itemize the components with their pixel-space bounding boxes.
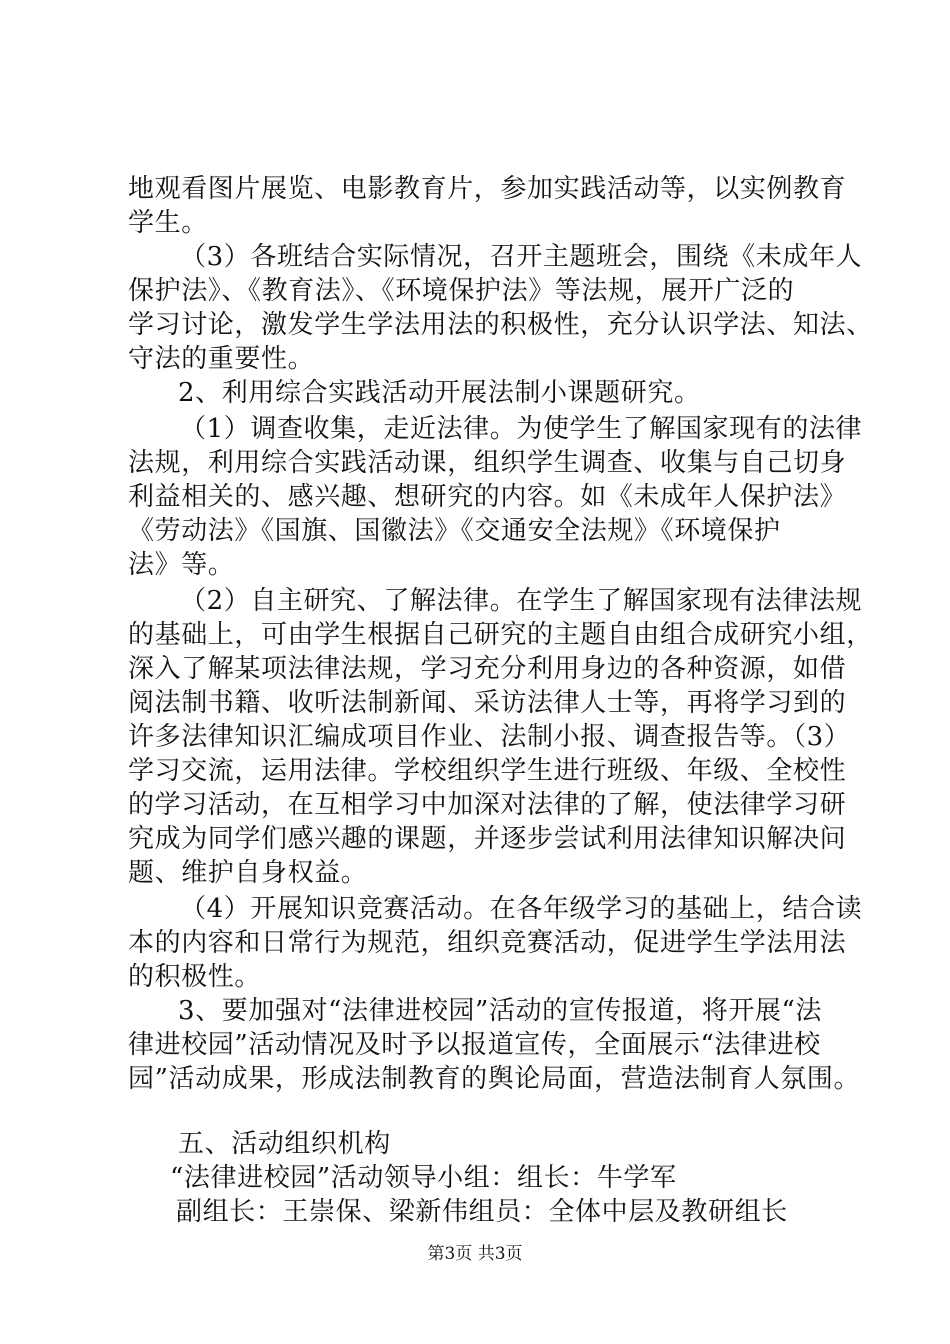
body-line: 保护法》、《教育法》、《环境保护法》等法规，展开广泛的 — [128, 276, 795, 306]
body-line: 阅法制书籍、收听法制新闻、采访法律人士等，再将学习到的 — [128, 688, 847, 718]
body-line: 法》等。 — [128, 550, 235, 580]
body-line: 守法的重要性。 — [128, 344, 315, 374]
body-line: 究成为同学们感兴趣的课题，并逐步尝试利用法律知识解决问 — [128, 824, 847, 854]
body-line: 学习讨论，激发学生学法用法的积极性，充分认识学法、知法、 — [128, 310, 873, 340]
body-line: 的积极性。 — [128, 962, 262, 992]
body-line: 的学习活动，在互相学习中加深对法律的了解，使法律学习研 — [128, 790, 847, 820]
page-number-footer: 第3页 共3页 — [427, 1244, 523, 1264]
body-line: 2、利用综合实践活动开展法制小课题研究。 — [178, 378, 701, 408]
body-line: 题、维护自身权益。 — [128, 858, 368, 888]
body-line: 本的内容和日常行为规范，组织竞赛活动，促进学生学法用法 — [128, 928, 847, 958]
body-line: 园”活动成果，形成法制教育的舆论局面，营造法制育人氛围。 — [128, 1064, 861, 1094]
body-line: 地观看图片展览、电影教育片，参加实践活动等，以实例教育 — [128, 174, 847, 204]
body-line: 3、要加强对“法律进校园”活动的宣传报道，将开展“法 — [178, 996, 823, 1026]
body-line: 《劳动法》《国旗、国徽法》《交通安全法规》《环境保护 — [128, 516, 781, 546]
body-line: （3）各班结合实际情况，召开主题班会，围绕《未成年人 — [180, 242, 863, 272]
body-line: 学习交流，运用法律。学校组织学生进行班级、年级、全校性 — [128, 756, 847, 786]
body-line: 许多法律知识汇编成项目作业、法制小报、调查报告等。（3） — [128, 722, 851, 752]
body-line: 学生。 — [128, 208, 208, 238]
body-line: “法律进校园”活动领导小组：组长：牛学军 — [170, 1163, 677, 1193]
body-line: （1）调查收集，走近法律。为使学生了解国家现有的法律 — [180, 414, 863, 444]
section-heading: 五、活动组织机构 — [178, 1129, 391, 1159]
body-line: （4）开展知识竞赛活动。在各年级学习的基础上，结合读 — [180, 894, 863, 924]
body-line: 利益相关的、感兴趣、想研究的内容。如《未成年人保护法》 — [128, 482, 847, 512]
body-line: （2）自主研究、了解法律。在学生了解国家现有法律法规 — [180, 586, 863, 616]
body-line: 律进校园”活动情况及时予以报道宣传，全面展示“法律进校 — [128, 1030, 821, 1060]
body-line: 深入了解某项法律法规，学习充分利用身边的各种资源，如借 — [128, 654, 847, 684]
body-line: 法规，利用综合实践活动课，组织学生调查、收集与自己切身 — [128, 448, 847, 478]
body-line: 的基础上，可由学生根据自己研究的主题自由组合成研究小组， — [128, 620, 873, 650]
body-line: 副组长：王崇保、梁新伟组员：全体中层及教研组长 — [176, 1197, 788, 1227]
